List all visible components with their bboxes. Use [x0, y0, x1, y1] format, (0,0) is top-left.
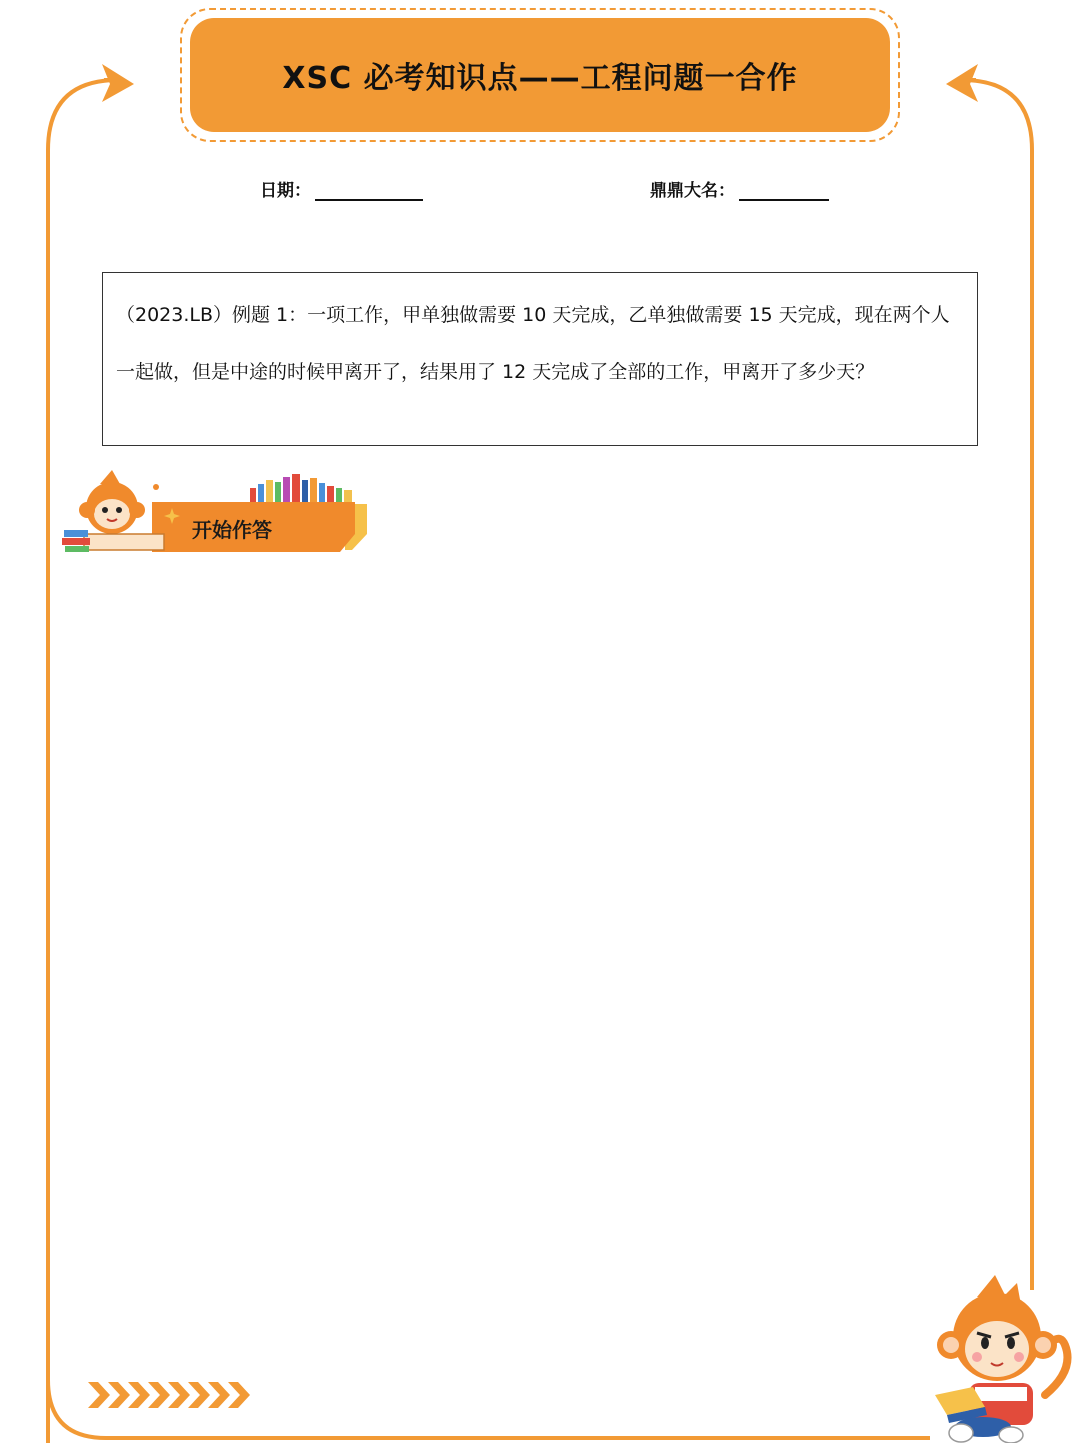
name-label: 鼎鼎大名：	[650, 181, 735, 201]
book-stack-icon	[62, 530, 90, 552]
monkey-mascot-icon	[79, 470, 164, 550]
question-box	[102, 272, 978, 446]
question-text: （2023.LB）例题 1：一项工作，甲单独做需要 10 天完成，乙单独做需要 15 天完成，现在两个人一起做，但是中途的时候甲离开了，结果用了 12 天完成了全部的工作，甲离开了多少天？	[116, 304, 950, 383]
books-icon	[250, 474, 352, 502]
name-blank[interactable]	[739, 183, 829, 201]
right-arrow-icon	[946, 64, 978, 102]
date-field	[260, 176, 423, 201]
date-label: 日期：	[260, 181, 311, 201]
monkey-mascot-corner-icon	[925, 1275, 1080, 1443]
answer-banner	[60, 468, 372, 558]
name-field	[650, 176, 829, 201]
chevrons-icon	[88, 1380, 253, 1410]
title-banner	[190, 18, 890, 132]
start-answer-label: 开始作答	[192, 518, 272, 542]
date-blank[interactable]	[315, 183, 423, 201]
page-title: XSC 必考知识点——工程问题一合作	[282, 61, 798, 96]
left-arrow-icon	[102, 64, 134, 102]
